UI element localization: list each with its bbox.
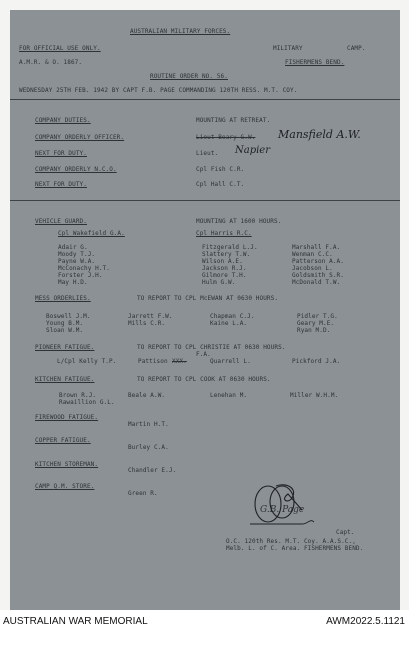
- mess-label: MESS ORDERLIES.: [35, 295, 91, 302]
- list-item: Ryan M.D.: [297, 327, 331, 334]
- signature-text: G.B. Page: [260, 505, 305, 515]
- vehicle-guard-mounting: MOUNTING AT 1600 HOURS.: [196, 218, 282, 225]
- signature-line-2: Melb. L. of C. Area. FISHERMENS BEND.: [226, 545, 364, 552]
- duties-label: COMPANY DUTIES.: [35, 117, 91, 124]
- signature-capt: Capt.: [336, 529, 355, 536]
- list-item: Pidler T.G.: [297, 313, 338, 320]
- vehicle-guard-col-3: [292, 244, 344, 286]
- kitchen-member: Miller W.H.M.: [290, 392, 339, 399]
- duties-mounting: MOUNTING AT RETREAT.: [196, 117, 271, 124]
- kitchen-member: Rawaillion G.L.: [59, 399, 115, 406]
- list-item: Marshall F.A.: [292, 244, 341, 251]
- qm-store-label: CAMP Q.M. STORE.: [35, 483, 95, 490]
- list-item: Payne W.A.: [58, 258, 96, 265]
- list-item: Chapman C.J.: [210, 313, 255, 320]
- mess-col-2: [128, 313, 173, 327]
- pioneer-member: L/Cpl Kelly T.P.: [57, 358, 117, 365]
- qm-store-member: Green R.: [128, 490, 158, 497]
- list-item: Goldsmith S.R.: [292, 272, 344, 279]
- orderly-officer-handwritten: Mansfield A.W.: [278, 128, 361, 141]
- document-sheet: [10, 10, 400, 610]
- vehicle-guard-label: VEHICLE GUARD.: [35, 218, 87, 225]
- firewood-label: FIREWOOD FATIGUE.: [35, 414, 99, 421]
- order-byline: WEDNESDAY 25TH FEB. 1942 BY CAPT F.B. PAGE COMMANDING 120TH RESS. M.T. COY.: [19, 87, 298, 94]
- list-item: Gilmore T.H.: [202, 272, 247, 279]
- amr-reference: A.M.R. & O. 1867.: [19, 59, 83, 66]
- list-item: Jacobson L.: [292, 265, 333, 272]
- list-item: May H.D.: [58, 279, 88, 286]
- list-item: Mills C.R.: [128, 320, 166, 327]
- list-item: Jackson R.J.: [202, 265, 247, 272]
- kitchen-member: Lenehan M.: [210, 392, 248, 399]
- list-item: Jarrett F.W.: [128, 313, 173, 320]
- pioneer-struck-initials: XXX.: [172, 358, 187, 365]
- forces-heading: AUSTRALIAN MILITARY FORCES.: [130, 28, 231, 35]
- list-item: Adair G.: [58, 244, 88, 251]
- vehicle-guard-cpl-left: Cpl Wakefield G.A.: [58, 230, 125, 237]
- next-duty-officer: Lieut.: [196, 150, 219, 157]
- list-item: Kaine L.A.: [210, 320, 248, 327]
- pioneer-correction: F.A.: [196, 351, 211, 358]
- list-item: Slattery T.W.: [202, 251, 251, 258]
- pioneer-member: Pickford J.A.: [292, 358, 341, 365]
- vehicle-guard-col-2: [202, 244, 258, 286]
- kitchen-member: Brown R.J.: [59, 392, 97, 399]
- orderly-officer-typed: Lieut Beary G.W.: [196, 134, 256, 141]
- signature-line-1: O.C. 120th Res. M.T. Coy. A.A.S.C.,: [226, 538, 356, 545]
- list-item: Young B.M.: [46, 320, 84, 327]
- mess-col-1: [46, 313, 91, 334]
- firewood-member: Martin H.T.: [128, 421, 169, 428]
- vehicle-guard-col-1: [58, 244, 110, 286]
- camp-location: FISHERMENS BEND.: [285, 59, 345, 66]
- copper-label: COPPER FATIGUE.: [35, 437, 91, 444]
- list-item: Hulm G.W.: [202, 279, 236, 286]
- orderly-officer-label: COMPANY ORDERLY OFFICER.: [35, 134, 125, 141]
- list-item: Moody T.J.: [58, 251, 96, 258]
- list-item: Fitzgerald L.J.: [202, 244, 258, 251]
- orderly-nco-label: COMPANY ORDERLY N.C.O.: [35, 166, 117, 173]
- list-item: Geary M.E.: [297, 320, 335, 327]
- vehicle-guard-cpl-right: Cpl Harris R.C.: [196, 230, 252, 237]
- next-duty-handwritten: Napier: [235, 145, 271, 156]
- pioneer-member: Quarrell L.: [210, 358, 251, 365]
- next-duty-label-1: NEXT FOR DUTY.: [35, 150, 87, 157]
- order-number: ROUTINE ORDER NO. 56.: [150, 73, 228, 80]
- pioneer-member: Pattison: [138, 358, 168, 365]
- list-item: Boswell J.M.: [46, 313, 91, 320]
- next-duty-label-2: NEXT FOR DUTY.: [35, 181, 87, 188]
- mess-col-3: [210, 313, 255, 327]
- list-item: Forster J.H.: [58, 272, 103, 279]
- pioneer-instruction: TO REPORT TO CPL CHRISTIE AT 0630 HOURS.: [137, 344, 286, 351]
- list-item: Wilson A.E.: [202, 258, 243, 265]
- mess-col-4: [297, 313, 338, 334]
- mess-instruction: TO REPORT TO CPL McEWAN AT 0630 HOURS.: [137, 295, 279, 302]
- official-use: FOR OFFICIAL USE ONLY.: [19, 45, 101, 52]
- orderly-nco-value: Cpl Fish C.R.: [196, 166, 245, 173]
- footer-reference: AWM2022.5.1121: [326, 616, 405, 627]
- pioneer-label: PIONEER FATIGUE.: [35, 344, 95, 351]
- kitchen-member: Beale A.W.: [128, 392, 166, 399]
- divider: [10, 200, 400, 201]
- footer-source: AUSTRALIAN WAR MEMORIAL: [3, 616, 148, 627]
- list-item: McDonald T.W.: [292, 279, 341, 286]
- divider: [10, 99, 400, 100]
- list-item: Wenman C.C.: [292, 251, 333, 258]
- list-item: McConachy H.T.: [58, 265, 110, 272]
- kitchen-instruction: TO REPORT TO CPL COOK AT 0630 HOURS.: [137, 376, 271, 383]
- footer-bar: [0, 610, 409, 653]
- copper-member: Burley C.A.: [128, 444, 169, 451]
- list-item: Sloan W.M.: [46, 327, 84, 334]
- list-item: Patterson A.A.: [292, 258, 344, 265]
- military-label: MILITARY: [273, 45, 303, 52]
- next-duty-nco: Cpl Hall C.T.: [196, 181, 245, 188]
- storeman-member: Chandler E.J.: [128, 467, 177, 474]
- kitchen-label: KITCHEN FATIGUE.: [35, 376, 95, 383]
- camp-label: CAMP.: [347, 45, 366, 52]
- storeman-label: KITCHEN STOREMAN.: [35, 461, 99, 468]
